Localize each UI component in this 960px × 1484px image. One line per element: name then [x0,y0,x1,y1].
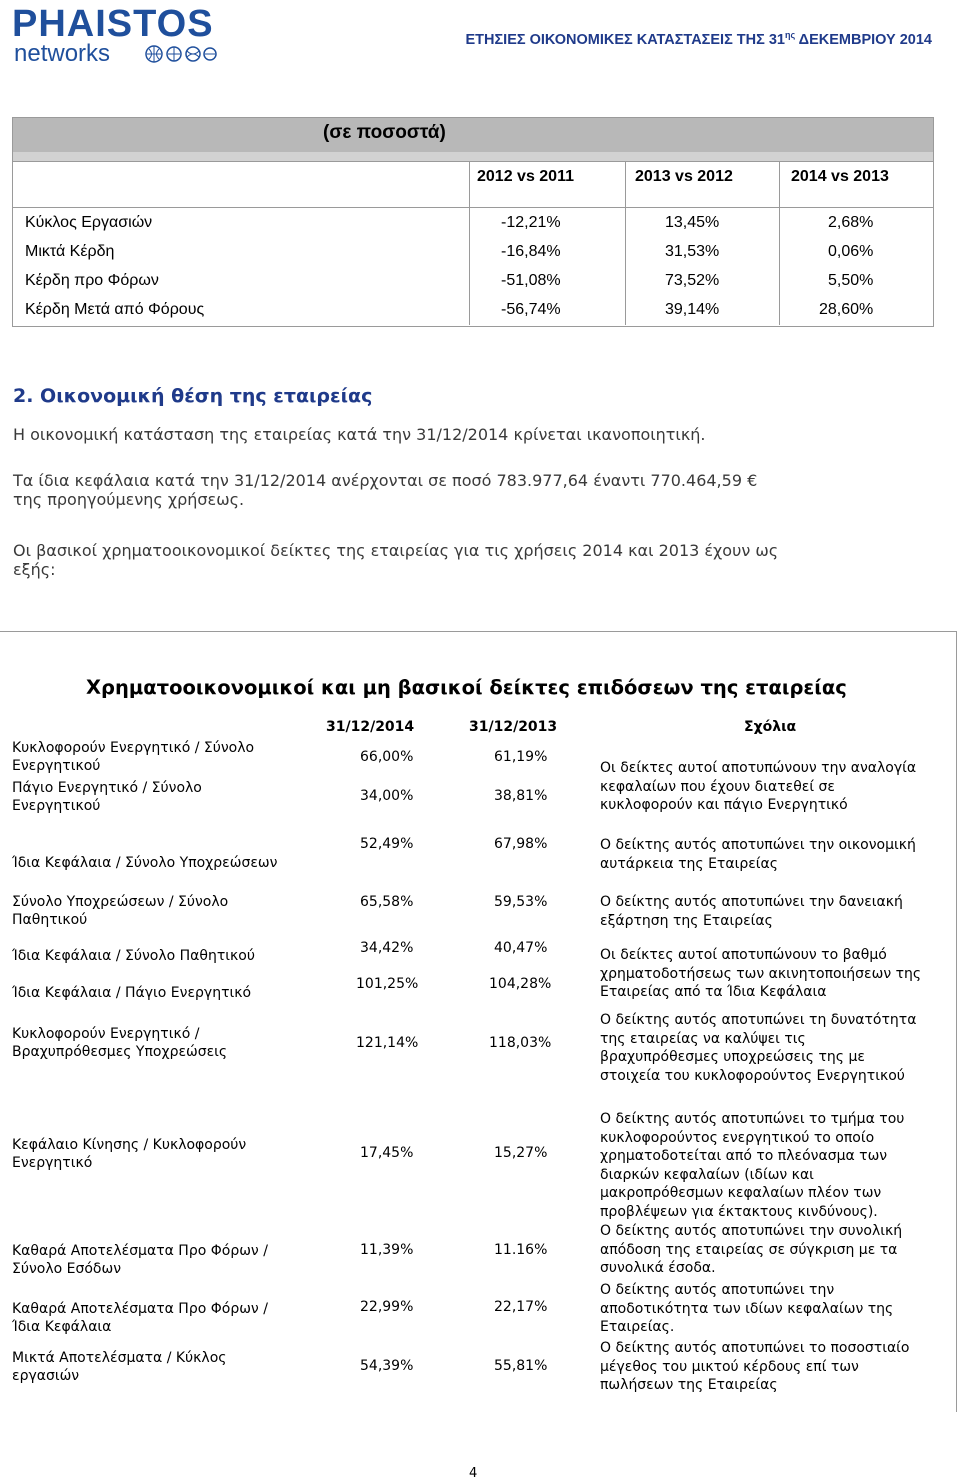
value-2014: 34,00% [360,788,414,804]
column-header: 2014 vs 2013 [791,168,889,185]
value-2013: 67,98% [494,836,548,852]
page-number: 4 [469,1466,478,1481]
table-caption-band [13,118,933,152]
indicator-label: Καθαρά Αποτελέσματα Προ Φόρων / Σύνολο Εσόδων [12,1243,268,1277]
document-header-title: ΕΤΗΣΙΕΣ ΟΙΚΟΝΟΜΙΚΕΣ ΚΑΤΑΣΤΑΣΕΙΣ ΤΗΣ $31^{\eta\varsigma}$ ΔΕΚΕΜΒΡΙΟΥ 2014 [465,30,932,48]
value-2014: 11,39% [360,1242,414,1258]
value-2014: 54,39% [360,1358,414,1374]
table-cell: 2,68% [828,214,874,231]
value-2013: 22,17% [494,1299,548,1315]
comment-cell: Ο δείκτης αυτός αποτυπώνει την δανειακή εξάρτηση της Εταιρείας [600,894,903,929]
column-divider [779,161,780,325]
table-cell: -12,21% [501,214,561,231]
table-cell: 5,50% [828,272,874,289]
value-2014: 22,99% [360,1299,414,1315]
table-cell: 13,45% [665,214,720,231]
value-2013: 11.16% [494,1242,548,1258]
comment-cell: Οι δείκτες αυτοί αποτυπώνουν το βαθμό χρηματοδοτήσεως των ακινητοποιήσεων της Εταιρείας από τα Ίδια Κεφάλαια [600,947,922,1000]
value-2013: 38,81% [494,788,548,804]
logo-subtitle: networks [14,40,111,67]
indicator-label: Κεφάλαιο Κίνησης / Κυκλοφορούν Ενεργητικό [12,1137,247,1171]
percent-change-table [12,117,934,327]
column-divider [625,161,626,325]
euro-sign-icon: € [747,471,758,490]
paragraph [13,541,933,579]
indicator-label: Κυκλοφορούν Ενεργητικό / Σύνολο Ενεργητικού [12,740,255,774]
logo-wordmark: PHAISTOS [12,3,214,45]
value-2014: 101,25% [356,976,419,992]
column-header: 31/12/2014 [326,719,415,735]
comment-cell: Ο δείκτης αυτός αποτυπώνει το ποσοστιαίο μέγεθος του μικτού κέρδους επί των πωλήσεων της Εταιρείας [600,1340,910,1393]
table-cell: -16,84% [501,243,561,260]
paragraph: Η οικονομική κατάσταση της εταιρείας κατά την 31/12/2014 κρίνεται ικανοποιητική. [13,425,706,444]
value-2013: 15,27% [494,1145,548,1161]
value-2014: 66,00% [360,749,414,765]
indicator-label: Κυκλοφορούν Ενεργητικό / Βραχυπρόθεσμες Υποχρεώσεις [12,1026,228,1060]
column-divider [469,161,470,325]
value-2014: 121,14% [356,1035,419,1051]
indicator-label: Μικτά Αποτελέσματα / Κύκλος εργασιών [12,1350,227,1384]
value-2014: 17,45% [360,1145,414,1161]
table-cell: -56,74% [501,301,561,318]
value-2013: 118,03% [489,1035,552,1051]
paragraph-line: της προηγούμενης χρήσεως. [13,490,245,509]
comment-cell: Ο δείκτης αυτός αποτυπώνει τη δυνατότητα της εταιρείας να καλύψει τις βραχυπρόθεσμες υποχρεώσεις της με στοιχεία του κυκλοφορούντος Ενεργητικού [600,1012,917,1084]
value-2013: 59,53% [494,894,548,910]
table-cell: 31,53% [665,243,720,260]
comment-cell: Ο δείκτης αυτός αποτυπώνει το τμήμα του κυκλοφορούντος ενεργητικού το οποίο χρηματοδοτείται από το πλεόνασμα των διαρκών κεφαλαίων (ιδίων και μακροπρόθεσμων κεφαλαίων πλέον των προβλέψεων για έκτακτους κινδύνους). [600,1111,905,1220]
value-2013: 104,28% [489,976,552,992]
paragraph-line: εξής: [13,560,56,579]
table-cell: 28,60% [819,301,874,318]
indicator-label: Καθαρά Αποτελέσματα Προ Φόρων / Ίδια Κεφάλαια [12,1301,268,1335]
comment-cell: Οι δείκτες αυτοί αποτυπώνουν την αναλογία κεφαλαίων που έχουν διατεθεί σε κυκλοφορούν και πάγιο Ενεργητικό [600,760,917,813]
value-2013: 40,47% [494,940,548,956]
value-2014: 65,58% [360,894,414,910]
indicator-label: Ίδια Κεφάλαια / Σύνολο Υποχρεώσεων [12,855,278,871]
paragraph-line: Τα ίδια κεφάλαια κατά την 31/12/2014 ανέρχονται σε ποσό 783.977,64 έναντι 770.464,59 [13,471,742,490]
table-cell: 73,52% [665,272,720,289]
comment-cell: Ο δείκτης αυτός αποτυπώνει την αποδοτικότητα των ιδίων κεφαλαίων της Εταιρείας. [600,1282,894,1335]
table-cell: 39,14% [665,301,720,318]
column-header: 2013 vs 2012 [635,168,733,185]
column-header: 31/12/2013 [469,719,558,735]
value-2013: 61,19% [494,749,548,765]
indicator-label: Πάγιο Ενεργητικό / Σύνολο Ενεργητικού [12,780,202,814]
table-caption: (σε ποσοστά) [323,122,446,143]
indicator-label: Ίδια Κεφάλαια / Σύνολο Παθητικού [12,948,255,964]
indicator-label: Ίδια Κεφάλαια / Πάγιο Ενεργητικό [12,985,252,1001]
row-label: Μικτά Κέρδη [25,243,115,260]
comment-cell: Ο δείκτης αυτός αποτυπώνει την συνολική απόδοση της εταιρείας σε σύγκριση με τα συνολικά έσοδα. [600,1223,903,1276]
value-2014: 34,42% [360,940,414,956]
section-heading: 2. Οικονομική θέση της εταιρείας [13,385,373,407]
company-logo [12,4,222,66]
paragraph-line: Οι βασικοί χρηματοοικονομικοί δείκτες της εταιρείας για τις χρήσεις 2014 και 2013 έχουν ως [13,541,779,560]
value-2014: 52,49% [360,836,414,852]
comment-cell: Ο δείκτης αυτός αποτυπώνει την οικονομική αυτάρκεια της Εταιρείας [600,837,916,872]
table-cell: 0,06% [828,243,874,260]
indicators-table-title: Χρηματοοικονομικοί και μη βασικοί δείκτες επιδόσεων της εταιρείας [86,676,847,699]
table-caption-subband [13,152,933,161]
row-label: Κέρδη Μετά από Φόρους [25,301,205,318]
row-label: Κέρδη προ Φόρων [25,272,159,289]
globe-icon [144,44,218,64]
column-header: 2012 vs 2011 [477,168,574,185]
row-label: Κύκλος Εργασιών [25,214,153,231]
table-cell: -51,08% [501,272,561,289]
column-header: Σχόλια [744,719,797,735]
paragraph [13,471,933,509]
value-2013: 55,81% [494,1358,548,1374]
indicator-label: Σύνολο Υποχρεώσεων / Σύνολο Παθητικού [12,894,229,928]
